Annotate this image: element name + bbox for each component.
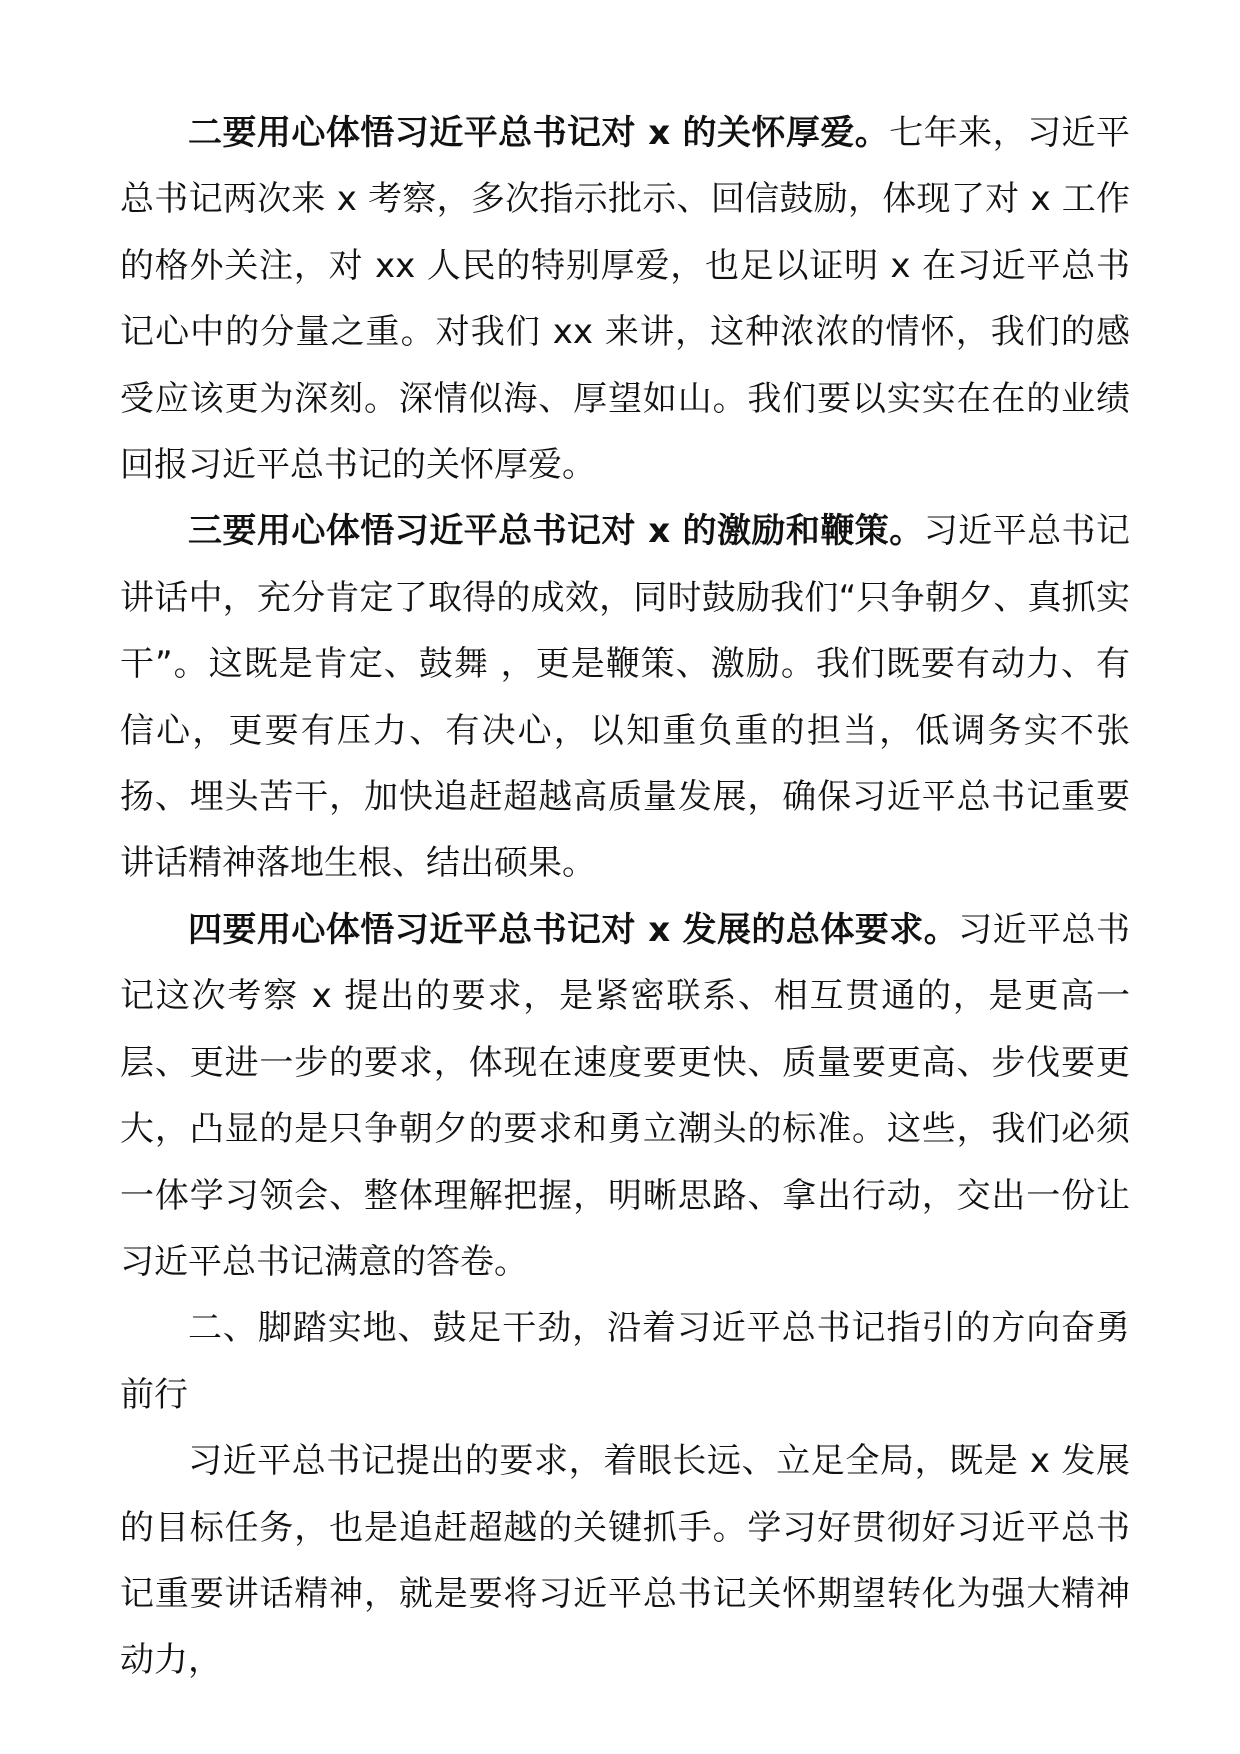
- paragraph-body: 习近平总书记提出的要求，着眼长远、立足全局，既是 x 发展的目标任务，也是追赶超越的关键抓手。学习好贯彻好习近平总书记重要讲话精神，就是要将习近平总书记关怀期望转化为强大精神动力，: [120, 1441, 1130, 1681]
- paragraph-body: 七年来，习近平总书记两次来 x 考察，多次指示批示、回信鼓励，体现了对 x 工作的格外关注，对 xx 人民的特别厚爱，也足以证明 x 在习近平总书记心中的分量之重。对我们 xx 来讲，这种浓浓的情怀，我们的感受应该更为深刻。深情似海、厚望如山。我们要以实实在在的业绩回报习近平总书记的关怀厚爱。: [120, 113, 1131, 486]
- section-heading-text: 二、脚踏实地、鼓足干劲，沿着习近平总书记指引的方向奋勇前行: [120, 1308, 1130, 1415]
- paragraph-body: 习近平总书记这次考察 x 提出的要求，是紧密联系、相互贯通的，是更高一层、更进一步的要求，体现在速度要更快、质量要更高、步伐要更大，凸显的是只争朝夕的要求和勇立潮头的标准。这些，我们必须一体学习领会、整体理解把握，明晰思路、拿出行动，交出一份让习近平总书记满意的答卷。: [120, 909, 1131, 1282]
- document-page: [120, 100, 1130, 1694]
- paragraph-requirements: [120, 897, 1130, 1295]
- paragraph-encouragement: [120, 498, 1130, 896]
- section-heading: [120, 1295, 1130, 1428]
- paragraph-lead: 四要用心体悟习近平总书记对 x 发展的总体要求。: [188, 909, 959, 950]
- paragraph-body: 习近平总书记讲话中，充分肯定了取得的成效，同时鼓励我们“只争朝夕、真抓实干”。这既是肯定、鼓舞 ，更是鞭策、激励。我们既要有动力、有信心，更要有压力、有决心，以知重负重的担当，低调务实不张扬、埋头苦干，加快追赶超越高质量发展，确保习近平总书记重要讲话精神落地生根、结出硕果。: [120, 511, 1130, 884]
- paragraph-care: [120, 100, 1130, 498]
- paragraph-lead: 三要用心体悟习近平总书记对 x 的激励和鞭策。: [188, 511, 924, 552]
- paragraph-lead: 二要用心体悟习近平总书记对 x 的关怀厚爱。: [188, 113, 890, 153]
- paragraph-section-intro: [120, 1428, 1130, 1694]
